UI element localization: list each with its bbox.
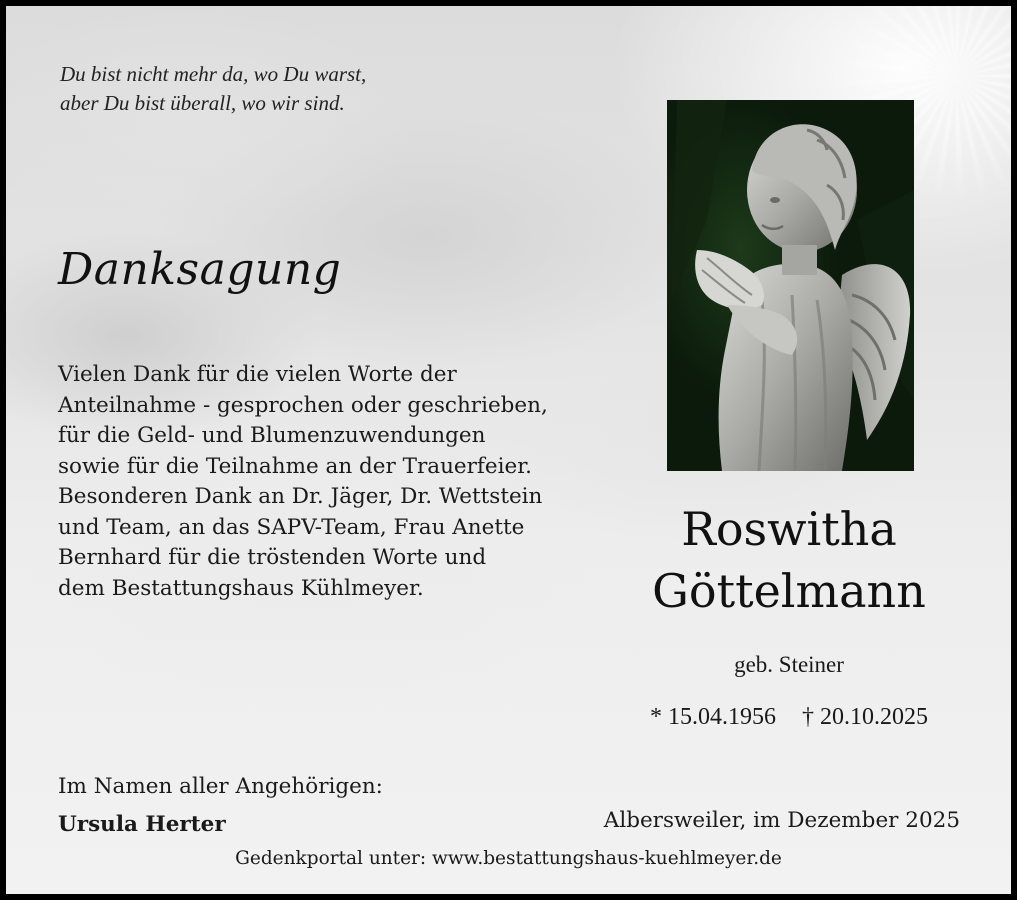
maiden-name: geb. Steiner [734,652,844,677]
memorial-portal: Gedenkportal unter: www.bestattungshaus-kuehlmeyer.de [235,848,782,869]
thanks-line: Bernhard für die tröstenden Worte und [58,545,487,570]
praying-angel-statue-icon [667,100,914,471]
thanks-line: Vielen Dank für die vielen Worte der [58,362,457,387]
place-date: Albersweiler, im Dezember 2025 [603,808,960,833]
life-dates [612,704,966,731]
title: Danksagung [58,244,342,295]
angel-photo [667,100,914,471]
quote [60,60,580,118]
first-name: Roswitha [681,502,897,556]
thanks-line: sowie für die Teilnahme an der Trauerfeier. [58,453,532,479]
thanks-line: für die Geld- und Blumenzuwendungen [58,423,486,448]
thanks-line: dem Bestattungshaus Kühlmeyer. [58,575,424,601]
signature-label: Im Namen aller Angehörigen: [58,774,383,799]
thanks-line: Besonderen Dank an Dr. Jäger, Dr. Wettstein [58,484,543,509]
thanks-line: und Team, an das SAPV-Team, Frau Anette [58,514,525,540]
signature-name: Ursula Herter [58,812,226,837]
quote-line-1: Du bist nicht mehr da, wo Du warst, [60,62,367,86]
thanks-line: Anteilnahme - gesprochen oder geschrieben, [58,392,548,418]
quote-line-2: aber Du bist überall, wo wir sind. [60,91,345,115]
birth-date: * 15.04.1956 [650,704,776,730]
deceased-name [612,498,966,622]
thanks-text [58,360,638,604]
death-date: † 20.10.2025 [802,704,928,730]
obituary-card [6,6,1011,894]
last-name: Göttelmann [652,564,926,618]
